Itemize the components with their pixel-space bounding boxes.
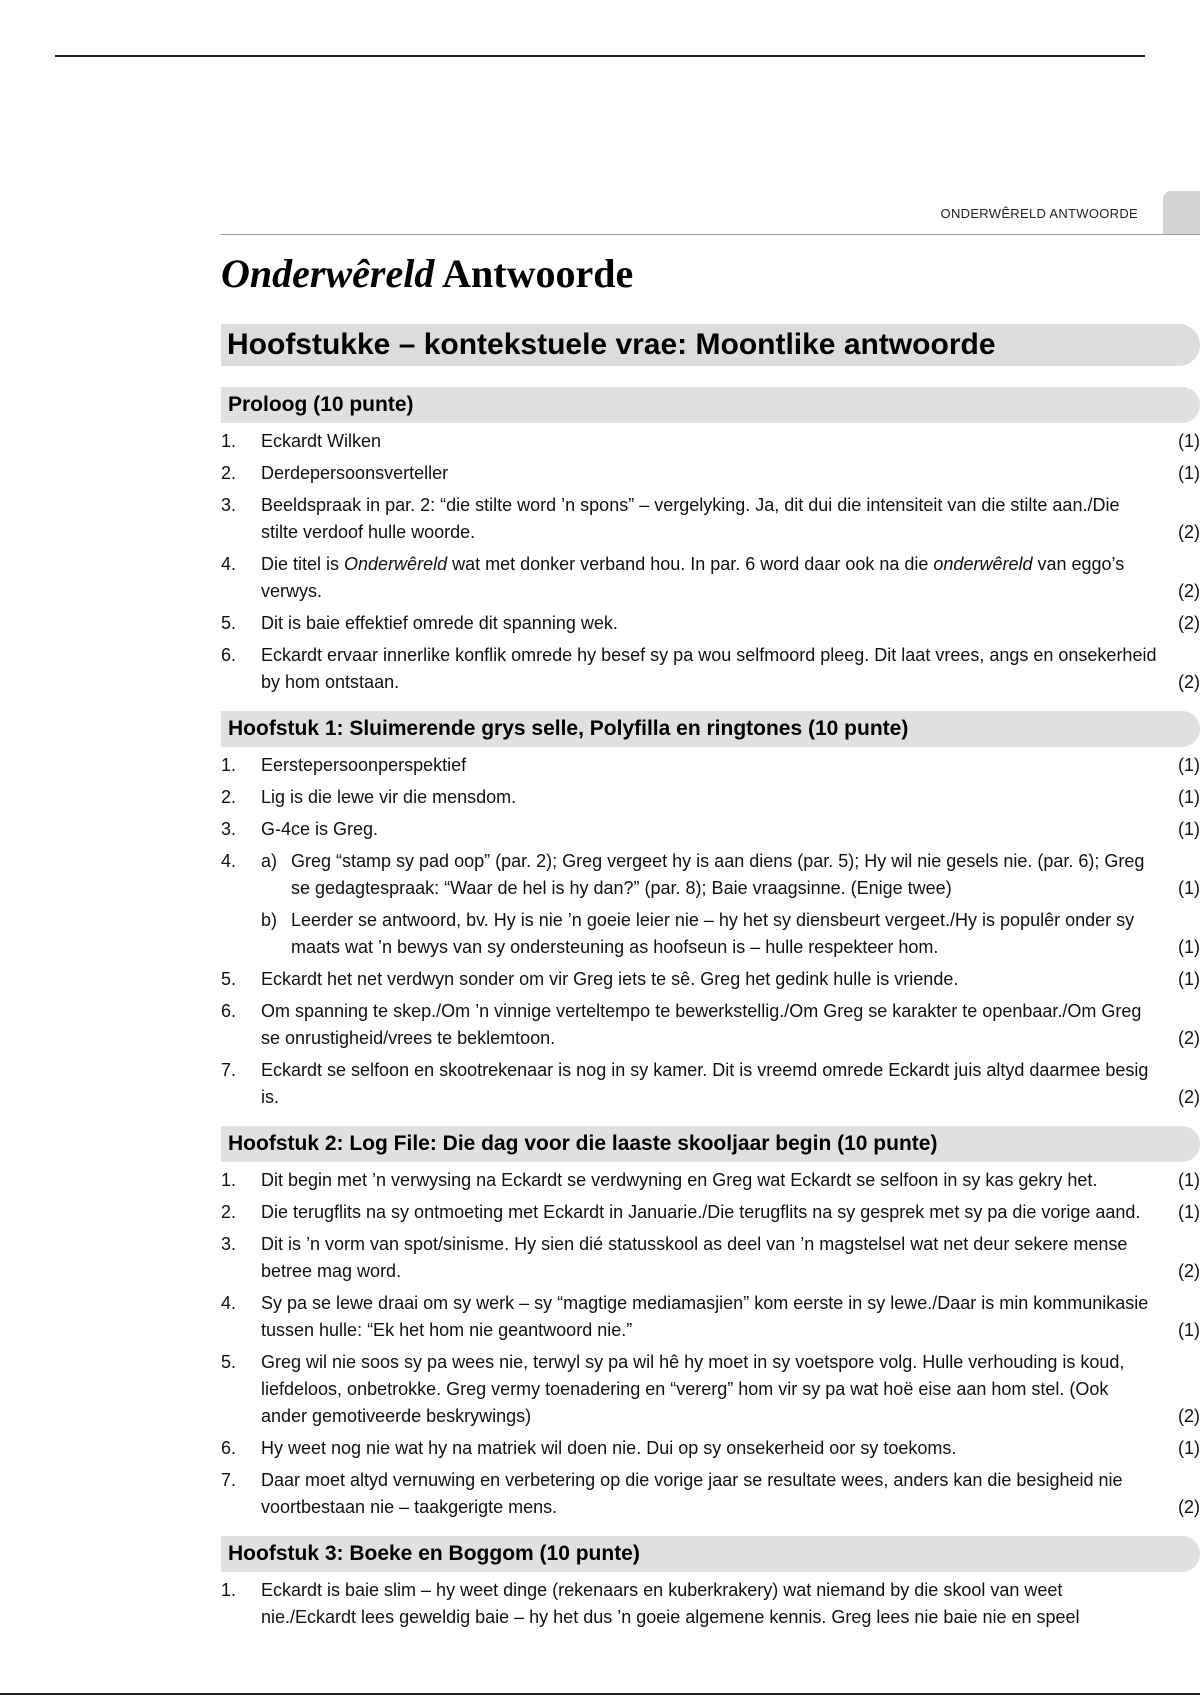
answer-text: Lig is die lewe vir die mensdom.: [261, 787, 517, 807]
answer-number: 5.: [221, 613, 237, 633]
answer-item: [221, 1167, 1200, 1194]
answer-points: (1): [1178, 1438, 1200, 1458]
answer-number: 3.: [221, 495, 237, 515]
answer-item: [221, 848, 1200, 961]
answer-number: 1.: [221, 431, 237, 451]
answer-item: [221, 1231, 1200, 1285]
answer-text: Eckardt ervaar innerlike konflik omrede hy besef sy pa wou selfmoord pleeg. Dit laat vrees, angs en onsekerheid by hom ontstaan.: [261, 645, 1157, 692]
sub-answer: [261, 848, 1200, 902]
answer-item: [221, 428, 1200, 455]
answer-text: Om spanning te skep./Om ’n vinnige verteltempo te bewerkstellig./Om Greg se karakter te openbaar./Om Greg se onrustigheid/vrees te beklemtoon.: [261, 1001, 1142, 1048]
answer-item: [221, 1199, 1200, 1226]
sub-answer-text: Leerder se antwoord, bv. Hy is nie ’n goeie leier nie – hy het sy diensbeurt vergeet./Hy is populêr onder sy maats wat ’n bewys van sy ondersteuning as hoofseun is – hulle respekteer hom.: [291, 910, 1135, 957]
answer-text: Eckardt is baie slim – hy weet dinge (rekenaars en kuberkrakery) wat niemand by die skool van weet nie./Eckardt lees geweldig baie – hy het dus ’n goeie algemene kennis. Greg lees nie baie nie en speel: [261, 1580, 1080, 1627]
answer-list: [221, 1167, 1200, 1521]
answer-number: 5.: [221, 1352, 237, 1372]
answer-number: 3.: [221, 1234, 237, 1254]
answer-list: [221, 428, 1200, 696]
bottom-rule: [0, 1693, 1200, 1695]
answer-number: 7.: [221, 1470, 237, 1490]
answer-points: (1): [1178, 431, 1200, 451]
answer-text-part: Die titel is: [261, 554, 345, 574]
answer-item: [221, 492, 1200, 546]
answer-number: 2.: [221, 463, 237, 483]
answer-text: Daar moet altyd vernuwing en verbetering op die vorige jaar se resultate wees, anders kan die besigheid nie voortbestaan nie – taakgerigte mens.: [261, 1470, 1123, 1517]
answer-points: (1): [1178, 1320, 1200, 1340]
answer-text: Derdepersoonsverteller: [261, 463, 449, 483]
answer-number: 1.: [221, 1170, 237, 1190]
sub-answer-letter: b): [261, 910, 278, 930]
answer-text: Eckardt Wilken: [261, 431, 382, 451]
chapter-header: Hoofstuk 3: Boeke en Boggom (10 punte): [221, 1536, 1200, 1572]
answer-item: [221, 1577, 1200, 1631]
answer-points: (2): [1178, 1087, 1200, 1107]
answer-text: Sy pa se lewe draai om sy werk – sy “magtige mediamasjien” kom eerste in sy lewe./Daar is min kommunikasie tussen hulle: “Ek het hom nie geantwoord nie.”: [261, 1293, 1149, 1340]
answer-points: (1): [1178, 1170, 1200, 1190]
chapter-header: Proloog (10 punte): [221, 387, 1200, 423]
answer-item: [221, 1349, 1200, 1430]
answer-item: [221, 784, 1200, 811]
answer-number: 7.: [221, 1060, 237, 1080]
header-rule: [221, 234, 1200, 235]
answer-text: Eckardt het net verdwyn sonder om vir Greg iets te sê. Greg het gedink hulle is vriende.: [261, 969, 959, 989]
answer-points: (1): [1178, 969, 1200, 989]
chapter-header: Hoofstuk 1: Sluimerende grys selle, Polyfilla en ringtones (10 punte): [221, 711, 1200, 747]
answer-item: [221, 816, 1200, 843]
answer-text-part: wat met donker verband hou. In par. 6 word daar ook na die: [447, 554, 934, 574]
answer-points: (1): [1178, 878, 1200, 898]
top-rule: [55, 55, 1145, 57]
answer-item: [221, 752, 1200, 779]
answer-text: [261, 554, 1124, 601]
answer-number: 1.: [221, 1580, 237, 1600]
answer-list: [221, 1577, 1200, 1631]
answer-item: [221, 1057, 1200, 1111]
chapter-header: Hoofstuk 2: Log File: Die dag voor die laaste skooljaar begin (10 punte): [221, 1126, 1200, 1162]
title-italic: Onderwêreld: [221, 251, 435, 296]
answer-text: Beeldspraak in par. 2: “die stilte word ’n spons” – vergelyking. Ja, dit dui die intensiteit van die stilte aan./Die stilte verdoof hulle woorde.: [261, 495, 1120, 542]
answer-list: [221, 752, 1200, 1111]
answer-points: (2): [1178, 613, 1200, 633]
answer-item: [221, 460, 1200, 487]
answer-number: 6.: [221, 1438, 237, 1458]
answer-points: (2): [1178, 672, 1200, 692]
section-title: Hoofstukke – kontekstuele vrae: Moontlike antwoorde: [221, 324, 1200, 366]
answer-points: (2): [1178, 1261, 1200, 1281]
answer-number: 5.: [221, 969, 237, 989]
answer-number: 2.: [221, 787, 237, 807]
answer-points: (1): [1178, 937, 1200, 957]
answer-text: Hy weet nog nie wat hy na matriek wil doen nie. Dui op sy onsekerheid oor sy toekoms.: [261, 1438, 957, 1458]
page-title: [221, 250, 633, 297]
answer-text: Eerstepersoonperspektief: [261, 755, 467, 775]
page-tab: [1163, 191, 1200, 235]
answer-number: 4.: [221, 554, 237, 574]
answer-points: (1): [1178, 787, 1200, 807]
answer-text: Die terugflits na sy ontmoeting met Eckardt in Januarie./Die terugflits na sy gesprek met sy pa die vorige aand.: [261, 1202, 1141, 1222]
answer-text: Eckardt se selfoon en skootrekenaar is nog in sy kamer. Dit is vreemd omrede Eckardt juis altyd daarmee besig is.: [261, 1060, 1149, 1107]
answer-number: 4.: [221, 1293, 237, 1313]
answer-text: Greg wil nie soos sy pa wees nie, terwyl sy pa wil hê hy moet in sy voetspore volg. Hulle verhouding is koud, liefdeloos, onbetrokke. Greg vermy toenadering en “vererg” hom vir sy pa wat hoë eise aan hom stel. (Ook ander gemotiveerde beskrywings): [261, 1352, 1125, 1426]
title-rest: Antwoorde: [434, 251, 634, 296]
answer-item: [221, 642, 1200, 696]
sub-answer-letter: a): [261, 851, 278, 871]
answer-number: 3.: [221, 819, 237, 839]
answer-text: Dit is ’n vorm van spot/sinisme. Hy sien dié statusskool as deel van ’n magstelsel wat net deur sekere mense betree mag word.: [261, 1234, 1128, 1281]
answer-text: G-4ce is Greg.: [261, 819, 379, 839]
answer-number: 6.: [221, 1001, 237, 1021]
answer-item: [221, 1435, 1200, 1462]
answer-item: [221, 1290, 1200, 1344]
answer-number: 1.: [221, 755, 237, 775]
answer-points: (1): [1178, 755, 1200, 775]
running-head: ONDERWÊRELD ANTWOORDE: [940, 206, 1138, 221]
answer-number: 2.: [221, 1202, 237, 1222]
sub-answer-text: Greg “stamp sy pad oop” (par. 2); Greg vergeet hy is aan diens (par. 5); Hy wil nie gesels nie. (par. 6); Greg se gedagtespraak: “Waar de hel is hy dan?” (par. 8); Baie vraagsinne. (Enige twee): [291, 851, 1145, 898]
sub-answer: [261, 907, 1200, 961]
answer-text-italic: onderwêreld: [933, 554, 1033, 574]
answer-item: [221, 966, 1200, 993]
answer-points: (1): [1178, 463, 1200, 483]
answer-points: (2): [1178, 1406, 1200, 1426]
answer-number: 4.: [221, 851, 237, 871]
answer-text: Dit is baie effektief omrede dit spanning wek.: [261, 613, 618, 633]
answer-item: [221, 551, 1200, 605]
answer-item: [221, 998, 1200, 1052]
answer-points: (1): [1178, 1202, 1200, 1222]
answer-item: [221, 1467, 1200, 1521]
answer-text: Dit begin met ’n verwysing na Eckardt se verdwyning en Greg wat Eckardt se selfoon in sy kas gekry het.: [261, 1170, 1098, 1190]
answer-points: (2): [1178, 581, 1200, 601]
answers-content: [221, 387, 1200, 1646]
answer-points: (2): [1178, 522, 1200, 542]
answer-points: (2): [1178, 1497, 1200, 1517]
answer-number: 6.: [221, 645, 237, 665]
answer-text-italic: Onderwêreld: [344, 554, 448, 574]
answer-text-part: van eggo’s verwys.: [261, 554, 1125, 601]
answer-points: (2): [1178, 1028, 1200, 1048]
answer-item: [221, 610, 1200, 637]
answer-points: (1): [1178, 819, 1200, 839]
